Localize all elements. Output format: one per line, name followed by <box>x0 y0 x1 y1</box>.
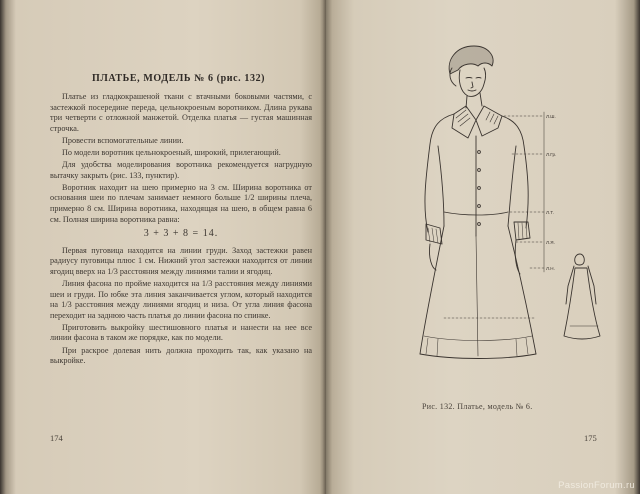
line-label-hip: Л.Я. <box>546 240 555 245</box>
paragraph: Для удобства моделирования воротника рекомендуется нагрудную вытачку закрыть (рис. 133, пунктир). <box>50 160 312 180</box>
figure-caption: Рис. 132. Платье, модель № 6. <box>422 402 533 411</box>
paragraph: Первая пуговица находится на линии груди. Заход застежки равен радиусу пуговицы плюс 1 см. Нижний угол застежки находится от линии ягодиц вверх на 1/3 расстояния между линиями талии и ягодиц. <box>50 245 312 276</box>
line-label-hem: Л.Н. <box>546 266 555 271</box>
site-watermark: PassionForum.ru <box>558 480 635 491</box>
paragraph: По модели воротник цельнокроеный, широкий, прилегающий. <box>62 147 281 157</box>
paragraph: Линия фасона по пройме находится на 1/3 расстояния между линиями шеи и груди. По юбке эта линия заканчивается углом, который находится на 1/3 расстояния между линиями ягодиц и низа. От угла линия фасона переходит на заднюю часть платья до линии фасона по спинке. <box>50 279 312 320</box>
section-heading: ПЛАТЬЕ, МОДЕЛЬ № 6 (рис. 132) <box>92 73 266 84</box>
paragraph: Воротник находит на шею примерно на 3 см. Ширина воротника от основания шеи по плечам занимает немного больше 1/2 ширины плеча, примерно 8 см. Ширина воротника, находящая на шею, в общем равна 6 см. Полная ширина воротника равна: <box>50 182 312 224</box>
page-number-right: 175 <box>584 433 597 443</box>
paragraph: При раскрое долевая нить должна проходить так, как указано на выкройке. <box>50 345 312 366</box>
line-label-waist: Л.Т. <box>546 210 554 215</box>
paragraph: Провести вспомогательные линии. <box>62 135 184 145</box>
right-page <box>326 0 640 494</box>
line-label-shoulder: Л.Ш. <box>546 114 556 119</box>
collar-formula: 3 + 3 + 8 = 14. <box>143 228 219 240</box>
page-number-left: 174 <box>50 433 63 443</box>
dress-illustration <box>404 36 624 381</box>
body-text <box>50 92 312 368</box>
paragraph: Платье из гладкокрашеной ткани с втачными боковыми частями, с застежкой посередине переда, цельнокроеным воротником. Длина рукава три четверти с отложной манжетой. Отделка платья — густая машинная строчка. <box>50 92 312 133</box>
paragraph: Приготовить выкройку шестишовного платья и нанести на нее все линии фасона в таком же порядке, как по модели. <box>50 322 312 343</box>
line-label-chest: Л.Гр. <box>546 152 557 157</box>
